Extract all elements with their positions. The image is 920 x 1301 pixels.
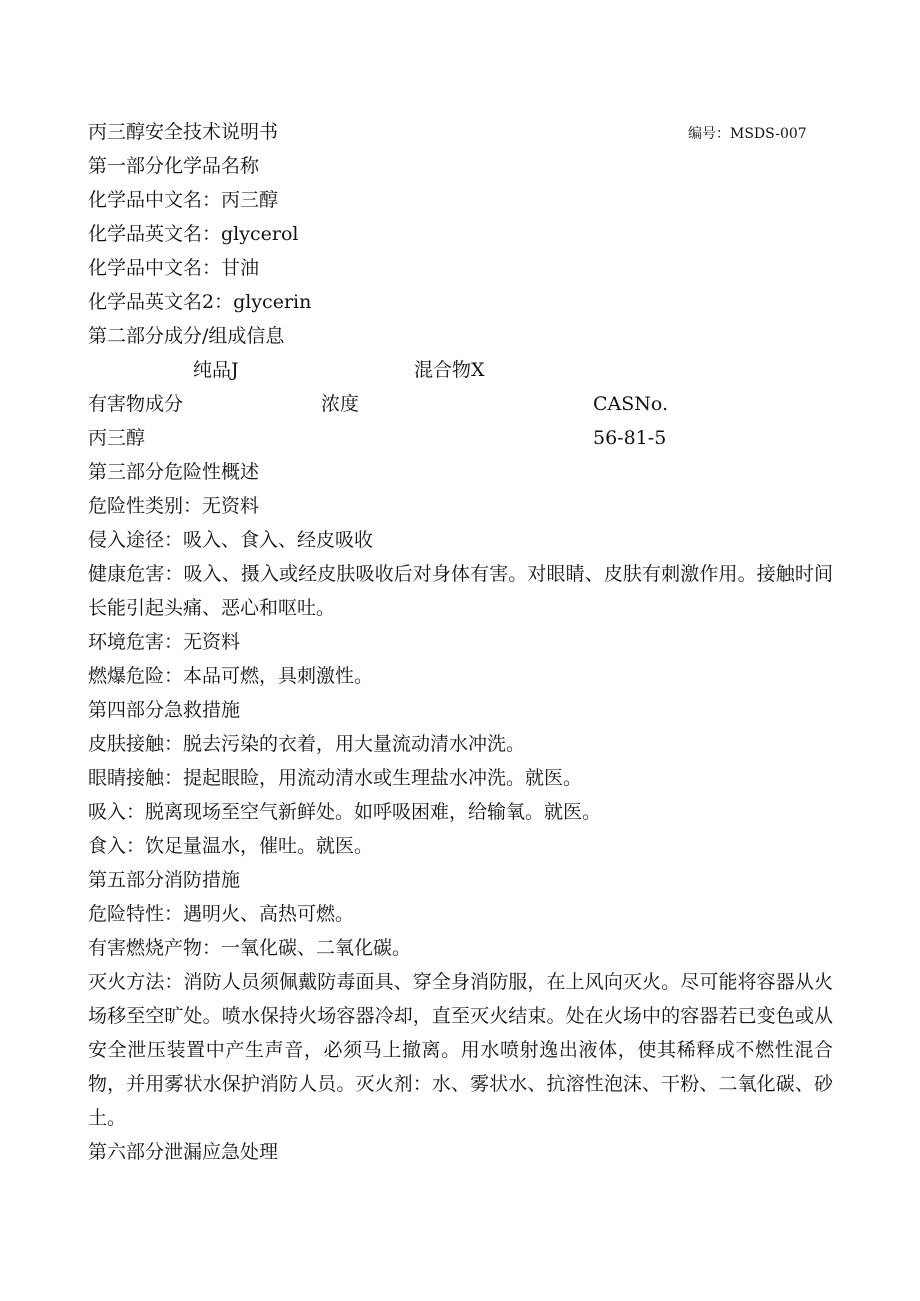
column-header-component: 有害物成分 [88,393,184,415]
column-header-cas-no: CASNo. [593,393,669,415]
part1-heading: 第一部分化学品名称 [88,155,260,177]
english-name-2: 化学品英文名2：glycerin [88,291,312,313]
environmental-hazard: 环境危害：无资料 [88,631,241,653]
column-header-concentration: 浓度 [321,393,360,415]
part5-heading: 第五部分消防措施 [88,869,241,891]
hazard-category: 危险性类别：无资料 [88,495,260,517]
inhalation: 吸入：脱离现场至空气新鲜处。如呼吸困难，给输氧。就医。 [88,801,602,823]
chinese-name: 化学品中文名：丙三醇 [88,189,279,211]
english-name: 化学品英文名：glycerol [88,223,299,245]
combustion-products: 有害燃烧产物：一氧化碳、二氧化碳。 [88,937,412,959]
firefighting-method: 灭火方法：消防人员须佩戴防毒面具、穿全身消防服，在上风向灭火。尽可能将容器从火场移至空旷处。喷水保持火场容器冷却，直至灭火结束。处在火场中的容器若已变色或从安全泄压装置中产生声音，必须马上撤离。用水喷射逸出液体，使其稀释成不燃性混合物，并用雾状水保护消防人员。灭火剂：水、雾状水、抗溶性泡沫、干粉、二氧化碳、砂土。 [88,971,833,1129]
table-cell-component: 丙三醇 [88,427,146,449]
pure-substance-label: 纯品J [193,359,239,381]
skin-contact: 皮肤接触：脱去污染的衣着，用大量流动清水冲洗。 [88,733,526,755]
exposure-route: 侵入途径：吸入、食入、经皮吸收 [88,529,374,551]
part3-heading: 第三部分危险性概述 [88,461,260,483]
eye-contact: 眼睛接触：提起眼睑，用流动清水或生理盐水冲洗。就医。 [88,767,583,789]
table-cell-cas-no: 56-81-5 [593,427,667,449]
part2-heading: 第二部分成分/组成信息 [88,325,285,347]
mixture-label: 混合物X [414,359,485,381]
hazard-characteristics: 危险特性：遇明火、高热可燃。 [88,903,355,925]
fire-explosion-hazard: 燃爆危险：本品可燃，具刺激性。 [88,665,374,687]
part4-heading: 第四部分急救措施 [88,699,241,721]
ingestion: 食入：饮足量温水，催吐。就医。 [88,835,374,857]
chinese-name-2: 化学品中文名：甘油 [88,257,260,279]
document-title: 丙三醇安全技术说明书 [88,121,279,143]
document-number: 编号：MSDS-007 [688,126,807,142]
part6-heading: 第六部分泄漏应急处理 [88,1141,279,1163]
health-hazard: 健康危害：吸入、摄入或经皮肤吸收后对身体有害。对眼睛、皮肤有刺激作用。接触时间长能引起头痛、恶心和呕吐。 [88,563,833,619]
